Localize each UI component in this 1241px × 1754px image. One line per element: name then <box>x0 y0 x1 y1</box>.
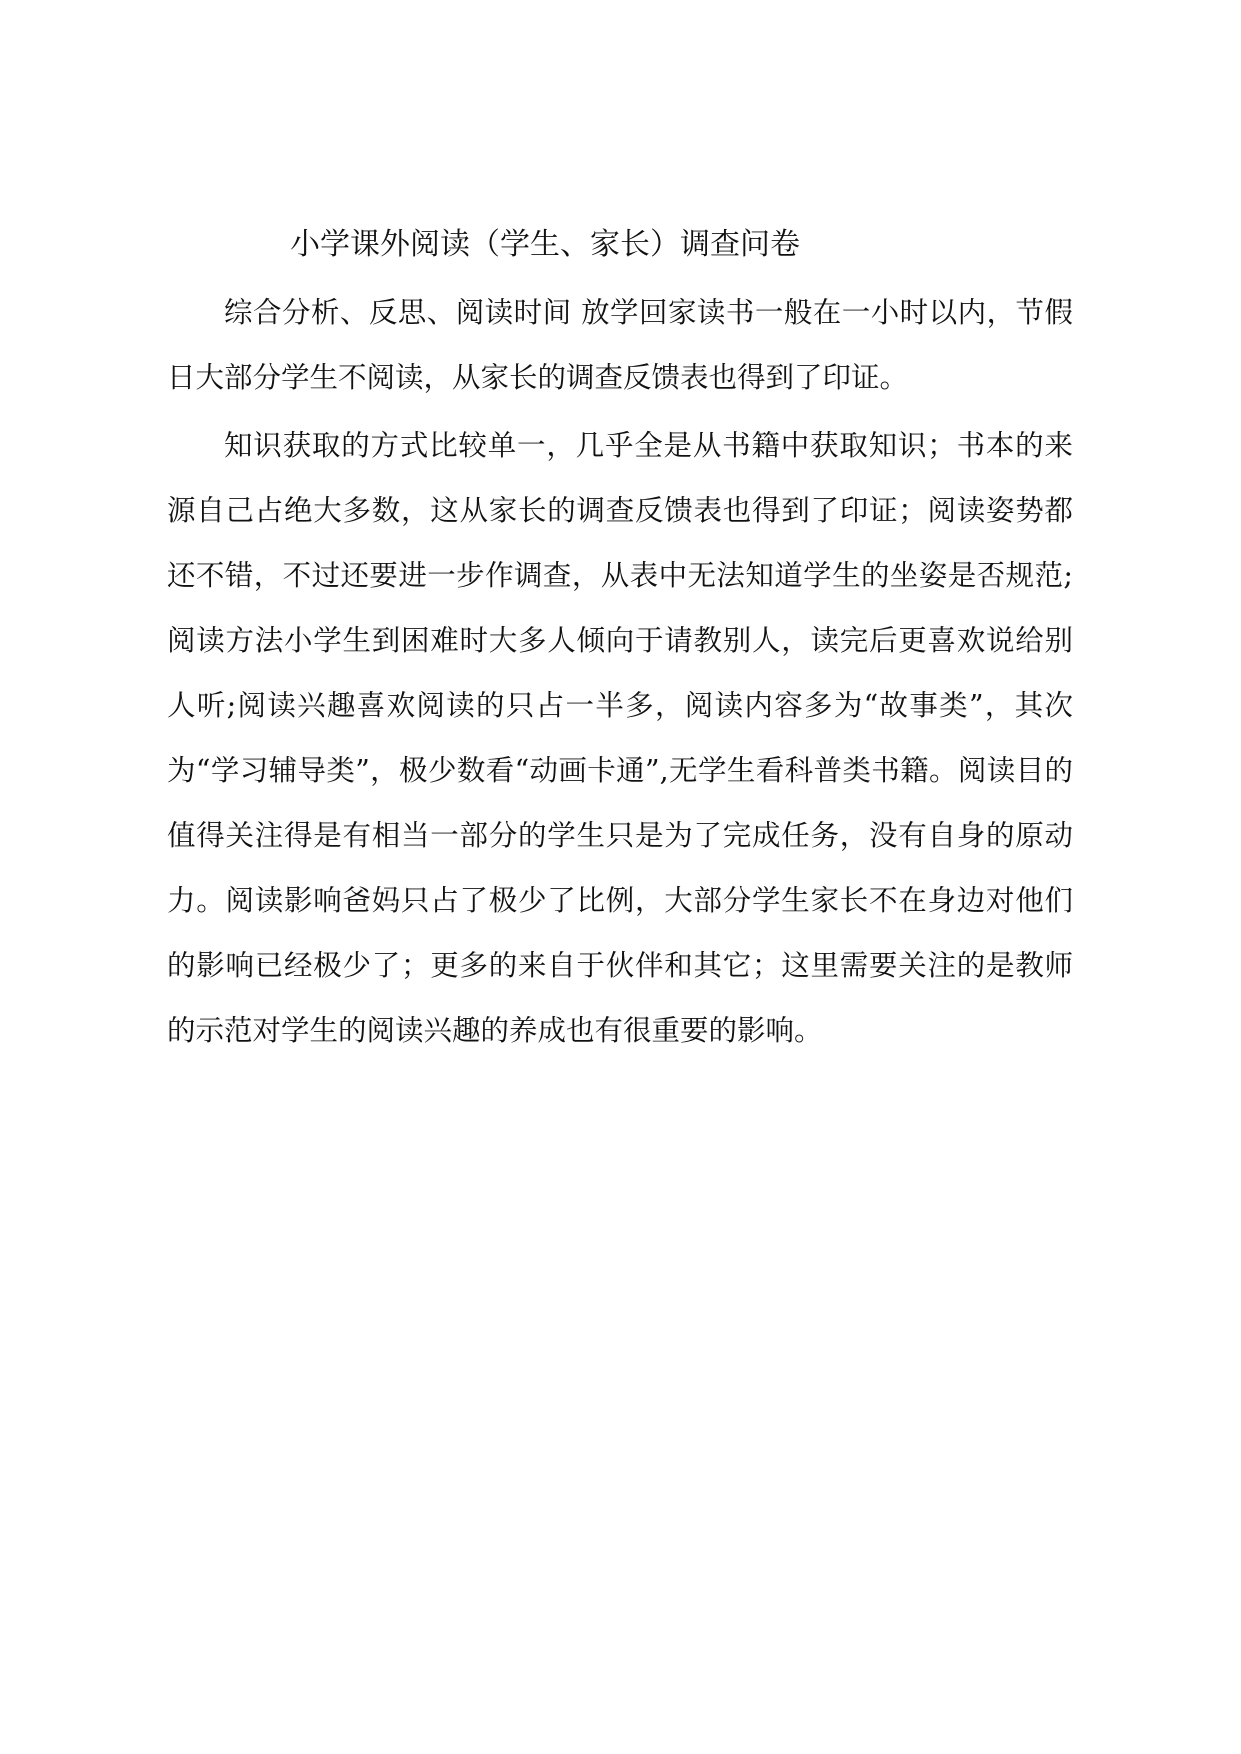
paragraph-reading-time: 综合分析、反思、阅读时间 放学回家读书一般在一小时以内，节假日大部分学生不阅读，从家长的调查反馈表也得到了印证。 <box>167 296 1073 394</box>
paragraph-analysis: 知识获取的方式比较单一，几乎全是从书籍中获取知识；书本的来源自己占绝大多数，这从家长的调查反馈表也得到了印证；阅读姿势都还不错，不过还要进一步作调查，从表中无法知道学生的坐姿是否规范;阅读方法小学生到困难时大多人倾向于请教别人，读完后更喜欢说给别人听;阅读兴趣喜欢阅读的只占一半多，阅读内容多为“故事类”，其次为“学习辅导类”，极少数看“动画卡通”,无学生看科普类书籍。阅读目的值得关注得是有相当一部分的学生只是为了完成任务，没有自身的原动力。阅读影响爸妈只占了极少了比例，大部分学生家长不在身边对他们的影响已经极少了；更多的来自于伙伴和其它；这里需要关注的是教师的示范对学生的阅读兴趣的养成也有很重要的影响。 <box>167 429 1073 1047</box>
document-title: 小学课外阅读（学生、家长）调查问卷 <box>290 227 800 262</box>
